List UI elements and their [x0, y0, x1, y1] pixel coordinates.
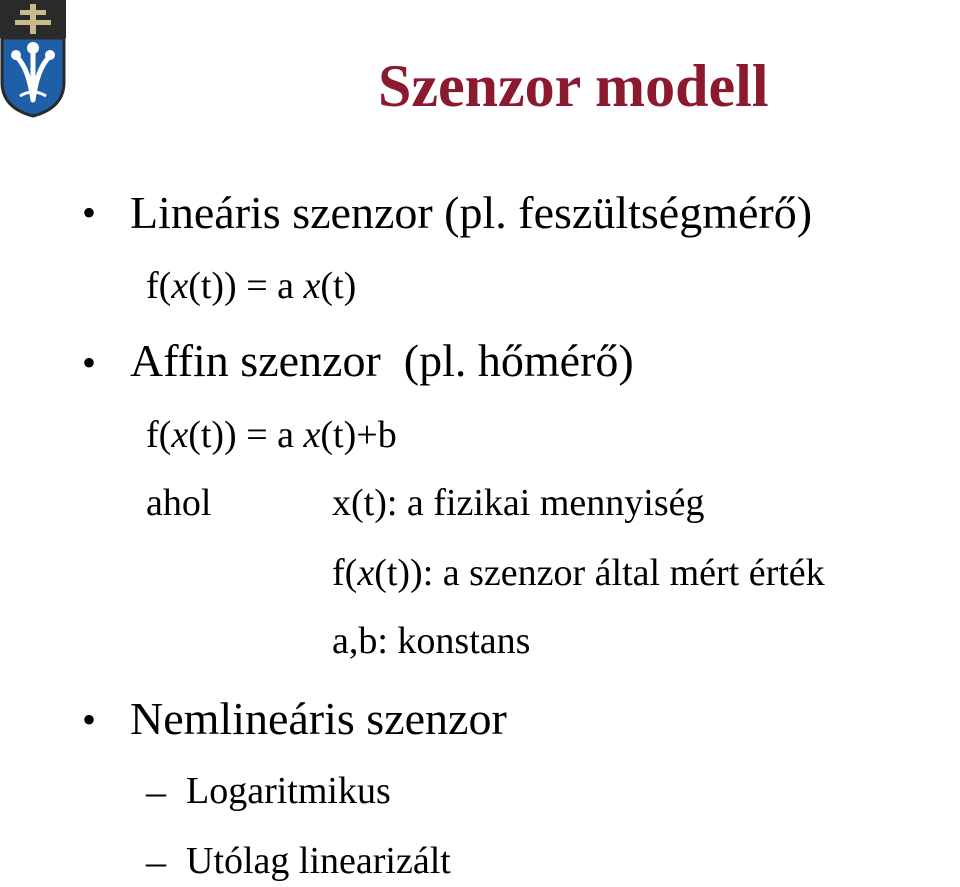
slide-title: Szenzor modell [378, 53, 769, 119]
formula-part: (t) [320, 265, 357, 307]
definition-physical-quantity: x(t): a fizikai mennyiség [332, 482, 705, 524]
bullet-nonlinear-sensor: Nemlineáris szenzor [130, 693, 507, 744]
bullet-linear-sensor: Lineáris szenzor (pl. feszültségmérő) [130, 187, 813, 238]
bullet-marker: • [82, 697, 97, 742]
bullet-marker: • [82, 190, 97, 235]
formula-part: f( [146, 265, 172, 307]
sub-bullet-marker: – [146, 769, 166, 814]
sub-bullet-marker: – [146, 839, 166, 884]
bullet-affine-sensor: Affin szenzor (pl. hőmérő) [130, 335, 634, 386]
subitem-logarithmic: Logaritmikus [186, 770, 391, 812]
definition-part: f( [332, 552, 358, 594]
formula-variable: x [303, 414, 321, 456]
formula-variable: x [171, 414, 189, 456]
definition-variable: x [357, 552, 375, 594]
formula-variable: x [171, 265, 189, 307]
subitem-linearized: Utólag linearizált [186, 840, 451, 882]
formula-linear [146, 267, 356, 305]
university-crest-icon [0, 0, 66, 118]
where-label: ahol [146, 482, 212, 524]
bullet-marker: • [82, 340, 97, 385]
formula-part: f( [146, 414, 172, 456]
formula-part: (t)+b [320, 414, 397, 456]
definition-constants: a,b: konstans [332, 620, 531, 662]
formula-part: (t)) = a [188, 414, 304, 456]
definition-part: (t)): a szenzor által mért érték [374, 552, 825, 594]
formula-affine [146, 416, 397, 454]
formula-variable: x [303, 265, 321, 307]
formula-part: (t)) = a [188, 265, 304, 307]
definition-measured-value [332, 554, 825, 592]
